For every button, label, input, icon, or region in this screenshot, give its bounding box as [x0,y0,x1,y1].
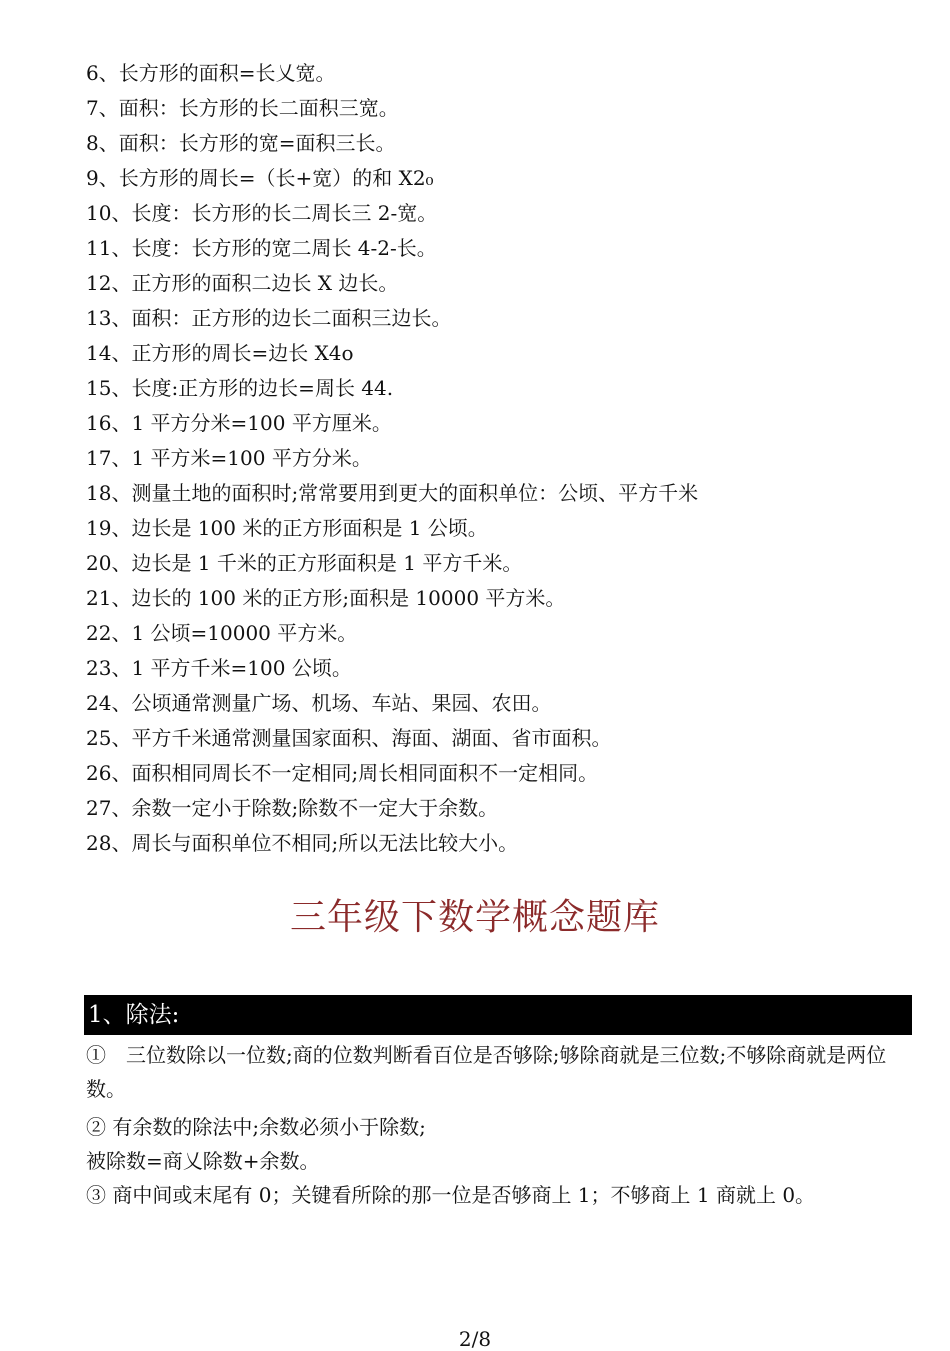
list-item: 27、余数一定小于除数;除数不一定大于余数。 [86,796,499,820]
concept-list [86,56,906,861]
page-number: 2/8 [458,1327,492,1351]
paragraph: ① 三位数除以一位数;商的位数判断看百位是否够除;够除商就是三位数;不够除商就是两位数。 [86,1043,887,1101]
list-item: 23、1 平方千米=100 公顷。 [86,656,352,680]
list-item: 24、公顷通常测量广场、机场、车站、果园、农田。 [86,691,552,715]
list-item: 22、1 公顷=10000 平方米。 [86,621,358,645]
list-item: 7、面积：长方形的长二面积三宽。 [86,96,399,120]
section-heading: 1、除法: [84,995,912,1035]
list-item: 9、长方形的周长=（长+宽）的和 X2₀ [86,166,434,190]
list-item: 6、长方形的面积=长乂宽。 [86,61,336,85]
list-item: 19、边长是 100 米的正方形面积是 1 公顷。 [86,516,488,540]
list-item: 17、1 平方米=100 平方分米。 [86,446,372,470]
list-item: 20、边长是 1 千米的正方形面积是 1 平方千米。 [86,551,523,575]
list-item: 26、面积相同周长不一定相同;周长相同面积不一定相同。 [86,761,599,785]
paragraph: ② 有余数的除法中;余数必须小于除数; [86,1115,426,1139]
list-item: 12、正方形的面积二边长 X 边长。 [86,271,399,295]
page-title: 三年级下数学概念题库 [289,897,660,938]
list-item: 13、面积：正方形的边长二面积三边长。 [86,306,452,330]
list-item: 16、1 平方分米=100 平方厘米。 [86,411,392,435]
list-item: 21、边长的 100 米的正方形;面积是 10000 平方米。 [86,586,566,610]
section-body [86,1038,906,1212]
list-item: 8、面积：长方形的宽=面积三长。 [86,131,396,155]
paragraph: 被除数=商乂除数+余数。 [86,1149,320,1173]
list-item: 11、长度：长方形的宽二周长 4-2-长。 [86,236,437,260]
paragraph: ③ 商中间或末尾有 0；关键看所除的那一位是否够商上 1；不够商上 1 商就上 0。 [86,1183,816,1207]
list-item: 14、正方形的周长=边长 X4o [86,341,354,365]
list-item: 18、测量土地的面积时;常常要用到更大的面积单位：公顷、平方千米 [86,481,699,505]
list-item: 10、长度：长方形的长二周长三 2-宽。 [86,201,438,225]
list-item: 25、平方千米通常测量国家面积、海面、湖面、省市面积。 [86,726,612,750]
list-item: 15、长度:正方形的边长=周长 44. [86,376,394,400]
list-item: 28、周长与面积单位不相同;所以无法比较大小。 [86,831,519,855]
